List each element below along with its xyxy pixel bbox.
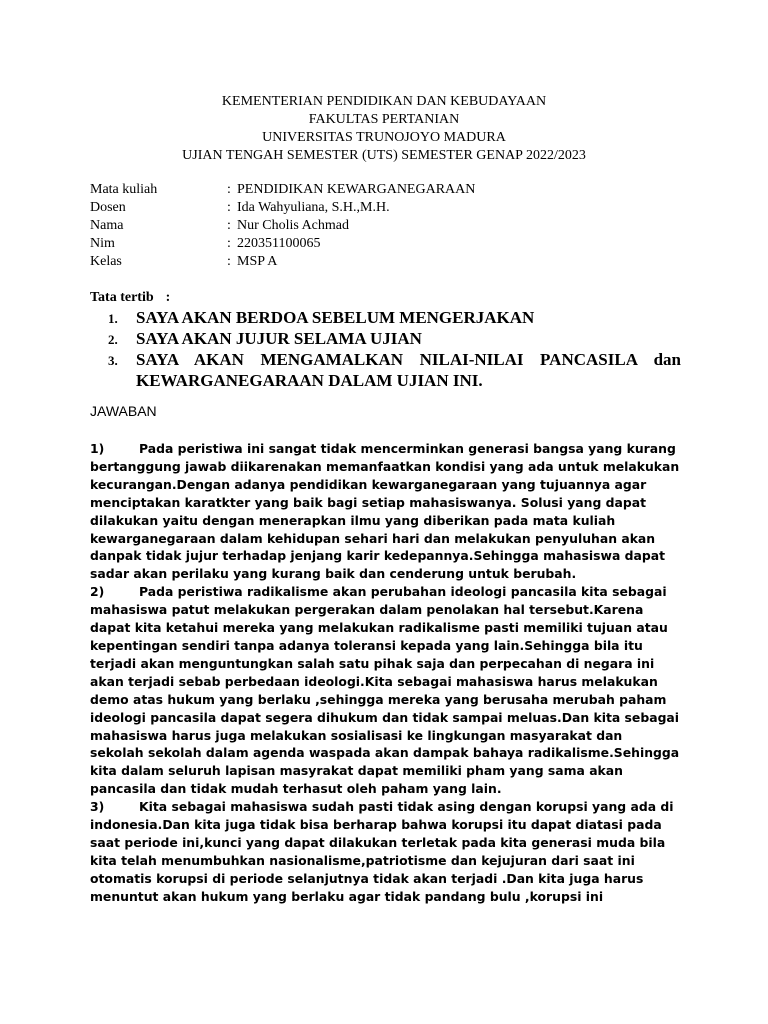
header-university: UNIVERSITAS TRUNOJOYO MADURA	[262, 130, 506, 145]
info-value: MSP A	[237, 254, 278, 269]
answer-item	[90, 798, 680, 905]
info-label: Kelas	[90, 254, 122, 269]
info-colon: :	[227, 236, 231, 251]
info-label: Mata kuliah	[90, 182, 158, 197]
info-value: PENDIDIKAN KEWARGANEGARAAN	[237, 182, 476, 197]
info-colon: :	[227, 182, 231, 197]
rule-text: SAYA AKAN BERDOA SEBELUM MENGERJAKAN	[136, 308, 535, 327]
header-ministry: KEMENTERIAN PENDIDIKAN DAN KEBUDAYAAN	[221, 94, 547, 109]
rule-number: 2.	[108, 332, 118, 347]
rules-list	[108, 307, 681, 391]
info-value: Nur Cholis Achmad	[237, 218, 349, 233]
rules-colon: :	[165, 290, 171, 305]
info-value: 220351100065	[237, 236, 321, 251]
answer-number: 1)	[90, 441, 105, 456]
answer-text: Pada peristiwa radikalisme akan perubahan ideologi pancasila kita sebagai mahasiswa patut melakukan pergerakan dalam penolakan hal tersebut.Karena dapat kita ketahui mereka yang melakukan radikalisme pasti memiliki tujuan atau kepentingan sendiri tanpa adanya toleransi kepada yang lain.Sehingga bila itu terjadi akan menguntungkan salah satu pihak saja dan perpecahan di negara ini akan terjadi sebab perbedaan ideologi.Kita sebagai mahasiswa harus melakukan demo atas hukum yang berlaku ,sehingga mereka yang berusaha merubah paham ideologi pancasila dapat segera dihukum dan tidak sampai meluas.Dan kita sebagai mahasiswa harus juga melakukan sosialisasi ke lingkungan masyarakat dan sekolah sekolah dalam agenda waspada akan dampak bahaya radikalisme.Sehingga kita dalam seluruh lapisan masyrakat dapat memiliki pham yang sama akan pancasila dan tidak mudah terhasut oleh paham yang lain.	[90, 584, 680, 797]
rule-text: SAYA AKAN JUJUR SELAMA UJIAN	[136, 329, 422, 348]
rule-number: 1.	[108, 311, 118, 326]
info-label: Dosen	[90, 200, 126, 215]
rule-item	[108, 328, 681, 349]
info-label: Nama	[90, 218, 124, 233]
info-value: Ida Wahyuliana, S.H.,M.H.	[237, 200, 390, 215]
answer-text: Kita sebagai mahasiswa sudah pasti tidak asing dengan korupsi yang ada di indonesia.Dan kita juga tidak bisa berharap bahwa korupsi itu dapat diatasi pada saat periode ini,kunci yang dapat dilakukan terletak pada kita generasi muda bila kita telah menumbuhkan nasionalisme,patriotisme dan kejujuran dari saat ini otomatis korupsi di periode selanjutnya tidak akan terjadi .Dan kita juga harus menuntut akan hukum yang berlaku agar tidak pandang bulu ,korupsi ini	[90, 799, 674, 904]
header-faculty: FAKULTAS PERTANIAN	[308, 112, 460, 127]
info-colon: :	[227, 218, 231, 233]
answer-item	[90, 583, 680, 798]
answers-heading: JAWABAN	[90, 403, 157, 419]
info-colon: :	[227, 254, 231, 269]
rules-heading	[90, 290, 170, 306]
answers-body	[90, 440, 680, 950]
answer-text: Pada peristiwa ini sangat tidak mencerminkan generasi bangsa yang kurang bertanggung jawab diikarenakan memanfaatkan kondisi yang ada untuk melakukan kecurangan.Dengan adanya pendidikan kewarganegaraan yang tujuannya agar menciptakan karatkter yang baik bagi setiap mahasiswanya. Solusi yang dapat dilakukan yaitu dengan menerapkan ilmu yang diberikan pada mata kuliah kewarganegaraan dalam kehidupan sehari hari dan melakukan penyuluhan akan danpak tidak jujur terhadap jenjang karir kedepannya.Sehingga mahasiswa dapat sadar akan perilaku yang kurang baik dan cenderung untuk berubah.	[90, 441, 680, 582]
answer-number: 3)	[90, 799, 105, 815]
rule-text: SAYA AKAN MENGAMALKAN NILAI-NILAI PANCASILA dan KEWARGANEGARAAN DALAM UJIAN INI.	[136, 350, 681, 390]
info-label: Nim	[90, 236, 115, 251]
rule-item	[108, 349, 681, 391]
answer-number: 2)	[90, 584, 105, 600]
rules-title: Tata tertib	[90, 290, 154, 305]
header-exam: UJIAN TENGAH SEMESTER (UTS) SEMESTER GENAP 2022/2023	[182, 148, 586, 163]
document-header	[0, 93, 768, 165]
info-colon: :	[227, 200, 231, 215]
rule-number: 3.	[108, 353, 118, 368]
rule-item	[108, 307, 681, 328]
answer-item	[90, 440, 680, 583]
